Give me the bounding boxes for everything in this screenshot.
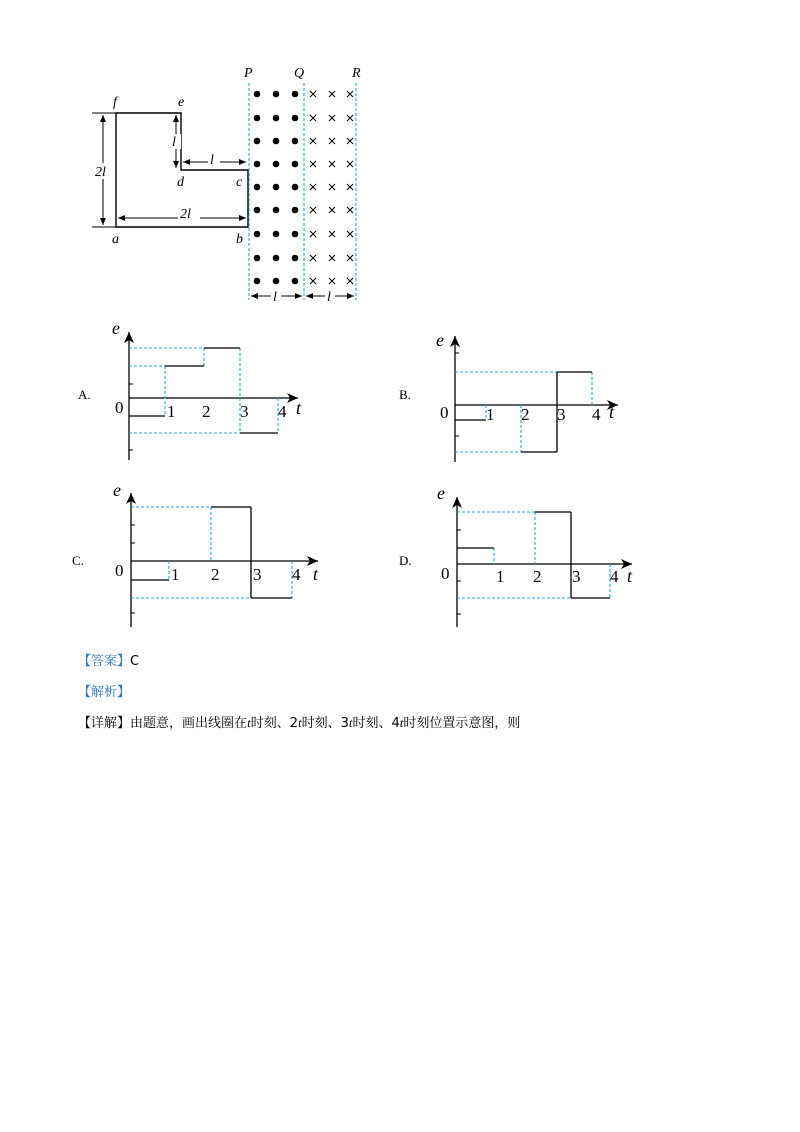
vertex-a: a xyxy=(112,232,119,247)
field-cross xyxy=(329,115,335,121)
option-D-origin: 0 xyxy=(441,564,450,583)
field-dot xyxy=(254,207,261,214)
field-dot xyxy=(273,115,280,122)
vertex-c: c xyxy=(236,175,243,190)
field-dot xyxy=(254,161,261,168)
field-cross xyxy=(329,231,335,237)
field-dot xyxy=(273,255,280,262)
option-A-tick-3: 3 xyxy=(240,402,249,421)
option-C-tick-4: 4 xyxy=(292,565,301,584)
option-C-t-label: t xyxy=(313,564,319,584)
option-A-tick-1: 1 xyxy=(167,402,176,421)
field-dot xyxy=(292,91,299,98)
field-cross xyxy=(347,207,353,213)
field-cross xyxy=(329,278,335,284)
field-dot xyxy=(292,278,299,285)
field-cross xyxy=(329,207,335,213)
field-dot xyxy=(254,231,261,238)
field-cross xyxy=(329,161,335,167)
detail-tag: 【详解】 xyxy=(78,716,131,731)
option-A-e-label: e xyxy=(112,318,120,338)
field-dot xyxy=(273,184,280,191)
option-B-tick-4: 4 xyxy=(592,405,601,424)
field-cross xyxy=(347,115,353,121)
option-C-origin: 0 xyxy=(115,561,124,580)
field-cross xyxy=(310,184,316,190)
option-B-origin: 0 xyxy=(440,403,449,422)
option-C-e-label: e xyxy=(113,480,121,500)
option-A-label: A. xyxy=(78,387,91,402)
band2-label: l xyxy=(327,290,331,305)
option-A-tick-2: 2 xyxy=(202,402,211,421)
field-dot xyxy=(292,138,299,145)
option-C-tick-1: 1 xyxy=(171,565,180,584)
option-D-t-label: t xyxy=(627,566,633,586)
field-cross xyxy=(347,161,353,167)
dim-label-2l-horizontal: 2l xyxy=(180,207,191,222)
field-dot xyxy=(254,278,261,285)
field-cross xyxy=(310,115,316,121)
label-R: R xyxy=(352,66,361,81)
option-A-graph xyxy=(78,318,302,460)
field-cross xyxy=(310,161,316,167)
coil-field-figure xyxy=(92,66,361,305)
field-dot xyxy=(273,138,280,145)
field-dot xyxy=(273,278,280,285)
field-dot xyxy=(254,115,261,122)
option-C-label: C. xyxy=(72,553,84,568)
analysis-tag: 【解析】 xyxy=(78,685,131,700)
field-cross xyxy=(329,91,335,97)
field-dot xyxy=(292,115,299,122)
field-dot xyxy=(254,138,261,145)
option-C-guides xyxy=(131,507,292,598)
option-B-tick-3: 3 xyxy=(557,405,566,424)
option-B-tick-1: 1 xyxy=(486,405,495,424)
label-Q: Q xyxy=(294,66,305,81)
dim-label-l-horizontal: l xyxy=(210,153,214,168)
field-dot xyxy=(292,255,299,262)
field-cross xyxy=(329,255,335,261)
field-dot xyxy=(273,161,280,168)
option-D-label: D. xyxy=(399,553,412,568)
label-P: P xyxy=(244,66,253,81)
answer-tag: 【答案】 xyxy=(78,654,131,669)
field-cross xyxy=(310,138,316,144)
field-dot xyxy=(273,231,280,238)
option-D-graph xyxy=(399,483,633,627)
field-cross xyxy=(310,278,316,284)
field-cross xyxy=(310,231,316,237)
field-dot xyxy=(292,207,299,214)
field-dot xyxy=(254,91,261,98)
field-cross xyxy=(329,138,335,144)
answer-line xyxy=(78,654,139,670)
option-C-graph xyxy=(72,480,319,627)
field-cross xyxy=(329,184,335,190)
vertex-d: d xyxy=(177,175,184,190)
field-out-of-page-dots xyxy=(254,91,299,285)
analysis-line xyxy=(78,685,130,701)
option-B-t-label: t xyxy=(609,402,615,422)
field-dot xyxy=(292,184,299,191)
field-cross xyxy=(347,231,353,237)
field-dot xyxy=(254,255,261,262)
option-D-tick-1: 1 xyxy=(496,567,505,586)
option-A-tick-4: 4 xyxy=(278,402,287,421)
band1-label: l xyxy=(273,290,277,305)
option-B-label: B. xyxy=(399,387,411,402)
field-cross xyxy=(310,207,316,213)
field-dot xyxy=(273,91,280,98)
option-B-e-label: e xyxy=(436,330,444,350)
detail-line: 【详解】由题意，画出线圈在t时刻、2t时刻、3t时刻、4t时刻位置示意图，则 xyxy=(78,715,521,731)
field-cross xyxy=(347,255,353,261)
vertex-b: b xyxy=(236,232,243,247)
vertex-e: e xyxy=(178,95,185,110)
field-cross xyxy=(347,278,353,284)
option-C-tick-3: 3 xyxy=(253,565,262,584)
dim-label-2l-vertical: 2l xyxy=(95,165,106,180)
option-A-origin: 0 xyxy=(115,398,124,417)
option-A-t-label: t xyxy=(296,398,302,418)
field-cross xyxy=(310,91,316,97)
dim-label-l-vertical: l xyxy=(172,135,176,150)
field-dot xyxy=(292,161,299,168)
option-B-tick-2: 2 xyxy=(521,405,530,424)
answer-value: C xyxy=(130,654,140,669)
option-D-tick-3: 3 xyxy=(572,567,581,586)
option-C-tick-2: 2 xyxy=(211,565,220,584)
field-cross xyxy=(347,184,353,190)
option-D-e-label: e xyxy=(437,483,445,503)
field-cross xyxy=(347,138,353,144)
option-D-tick-2: 2 xyxy=(533,567,542,586)
field-into-page-crosses xyxy=(310,91,353,284)
field-dot xyxy=(254,184,261,191)
field-cross xyxy=(347,91,353,97)
option-B-graph xyxy=(399,330,618,462)
field-cross xyxy=(310,255,316,261)
option-D-tick-4: 4 xyxy=(610,567,619,586)
vertex-f: f xyxy=(113,95,117,110)
field-dot xyxy=(273,207,280,214)
field-dot xyxy=(292,231,299,238)
